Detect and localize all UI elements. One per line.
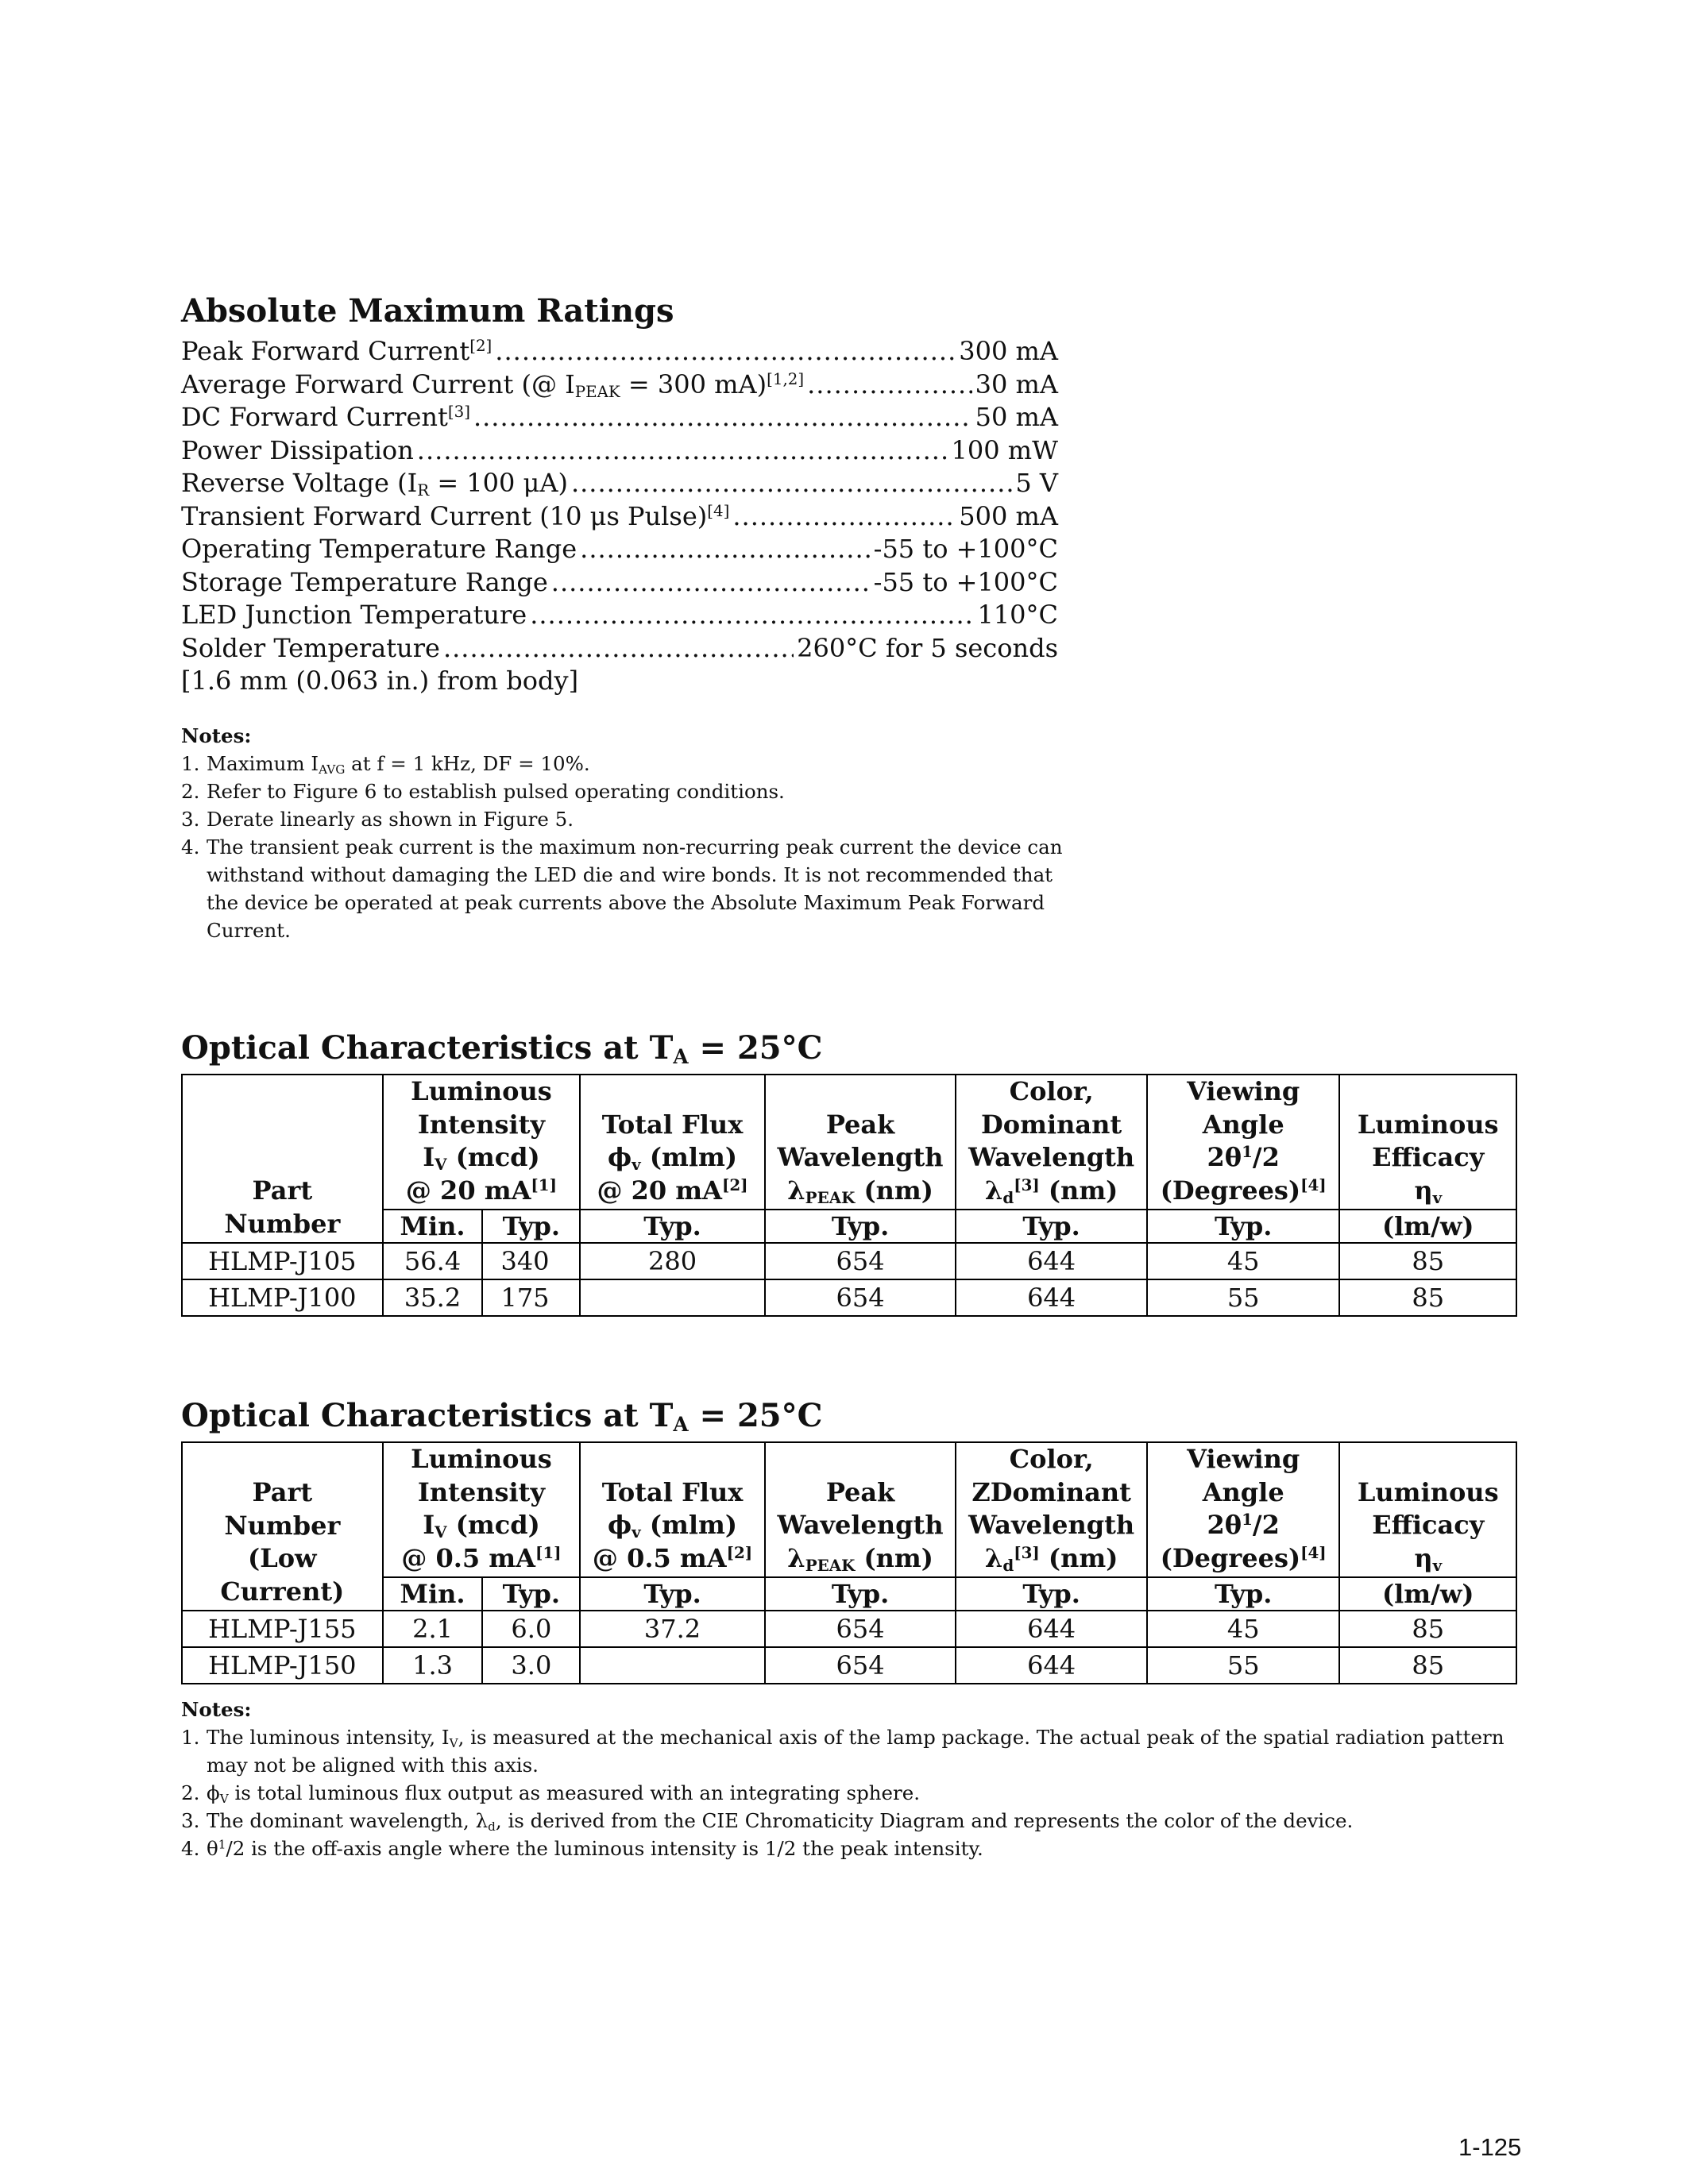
cell-dominant: 644 <box>956 1279 1147 1316</box>
cell-peak: 654 <box>765 1243 956 1279</box>
rating-power-dissipation: Power Dissipation ..... 100 mW <box>181 434 1058 468</box>
cell-min: 56.4 <box>383 1243 483 1279</box>
optical-table-20ma <box>181 1074 1517 1317</box>
header-typ: Typ. <box>956 1577 1147 1611</box>
rating-operating-temperature: Operating Temperature Range ..... -55 to +100°C <box>181 533 1058 566</box>
cell-angle: 55 <box>1147 1647 1340 1684</box>
rating-led-junction-temperature: LED Junction Temperature ..... 110°C <box>181 599 1058 632</box>
note-item: 4. The transient peak current is the maximum non-recurring peak current the device can withstand without damaging the LED die and wire bonds. It is not recommended that the device be operated at peak currents above the Absolute Maximum Peak Forward Current. <box>181 835 1063 942</box>
header-part-number: Part Number <box>182 1075 383 1243</box>
cell-typ: 340 <box>482 1243 580 1279</box>
cell-angle: 45 <box>1147 1243 1340 1279</box>
rating-reverse-voltage: Reverse Voltage ($I_R = 100$ μA) ..... 5 V <box>181 467 1058 500</box>
note-item: 3. The dominant wavelength, $\lambda_d$, is derived from the CIE Chromaticity Diagram and represents the color of the device. <box>181 1809 1354 1834</box>
cell-part: HLMP-J155 <box>182 1611 383 1647</box>
table-row <box>182 1243 1516 1279</box>
header-typ: Typ. <box>1147 1577 1340 1611</box>
rating-transient-forward-current: Transient Forward Current (10 μs Pulse)[4] ..... 500 mA <box>181 500 1058 534</box>
header-min: Min. <box>383 1577 483 1611</box>
header-min: Min. <box>383 1210 483 1243</box>
note-item: 1. Maximum $I_{AVG}$ at f = 1 kHz, DF = 10%. <box>181 751 590 777</box>
header-dominant-wavelength: Color, Dominant Wavelength $\lambda_d[3]$ (nm) <box>956 1075 1147 1210</box>
notes-ratings <box>181 722 1063 944</box>
cell-dominant: 644 <box>956 1647 1147 1684</box>
header-typ: Typ. <box>1147 1210 1340 1243</box>
cell-peak: 654 <box>765 1647 956 1684</box>
cell-efficacy: 85 <box>1339 1611 1516 1647</box>
header-typ: Typ. <box>482 1577 580 1611</box>
cell-flux: 37.2 <box>580 1611 765 1647</box>
header-unit: (lm/w) <box>1339 1210 1516 1243</box>
cell-flux <box>580 1647 765 1684</box>
notes-heading: Notes: <box>181 1698 252 1721</box>
amr-title: Absolute Maximum Ratings <box>181 292 674 330</box>
table-row <box>182 1279 1516 1316</box>
header-typ: Typ. <box>765 1577 956 1611</box>
cell-typ: 6.0 <box>482 1611 580 1647</box>
header-luminous-intensity: Luminous Intensity $I_V$ (mcd) @ 20 mA[1] <box>383 1075 581 1210</box>
optical-characteristics-section-1 <box>181 1029 1517 1317</box>
rating-dc-forward-current: DC Forward Current[3] ..... 50 mA <box>181 401 1058 434</box>
note-item: 2. $\phi_V$ is total luminous flux output as measured with an integrating sphere. <box>181 1781 921 1806</box>
table-row <box>182 1611 1516 1647</box>
cell-angle: 45 <box>1147 1611 1340 1647</box>
cell-dominant: 644 <box>956 1611 1147 1647</box>
note-item: 2. Refer to Figure 6 to establish pulsed operating conditions. <box>181 779 785 803</box>
cell-typ: 175 <box>482 1279 580 1316</box>
note-item: 1. The luminous intensity, $I_V$, is measured at the mechanical axis of the lamp package. The actual peak of the spatial radiation pattern may not be aligned with this axis. <box>181 1726 1505 1777</box>
header-peak-wavelength: Peak Wavelength $\lambda_{PEAK}$ (nm) <box>765 1075 956 1210</box>
optical-table-0-5ma <box>181 1441 1517 1684</box>
note-item: 4. $\theta^1/2$ is the off-axis angle where the luminous intensity is 1/2 the peak intensity. <box>181 1837 983 1860</box>
solder-continuation: [1.6 mm (0.063 in.) from body] <box>181 666 579 696</box>
header-luminous-efficacy: Luminous Efficacy $\eta_v$ <box>1339 1442 1516 1577</box>
cell-efficacy: 85 <box>1339 1647 1516 1684</box>
header-typ: Typ. <box>580 1577 765 1611</box>
cell-angle: 55 <box>1147 1279 1340 1316</box>
header-typ: Typ. <box>580 1210 765 1243</box>
header-viewing-angle: Viewing Angle $2\theta^1/2$ (Degrees)[4] <box>1147 1075 1340 1210</box>
note-item: 3. Derate linearly as shown in Figure 5. <box>181 807 574 831</box>
rating-solder-temperature: Solder Temperature ..... 260°C for 5 seconds <box>181 632 1058 666</box>
cell-min: 35.2 <box>383 1279 483 1316</box>
cell-flux: 280 <box>580 1243 765 1279</box>
notes-optical <box>181 1696 1517 1862</box>
cell-part: HLMP-J100 <box>182 1279 383 1316</box>
table1-title: Optical Characteristics at $T_A = 25^\circ C$ <box>181 1029 823 1069</box>
header-dominant-wavelength: Color, ZDominant Wavelength $\lambda_d[3]$ (nm) <box>956 1442 1147 1577</box>
header-total-flux: Total Flux $\phi_v$ (mlm) @ 0.5 mA[2] <box>580 1442 765 1577</box>
header-typ: Typ. <box>765 1210 956 1243</box>
cell-peak: 654 <box>765 1611 956 1647</box>
cell-part: HLMP-J150 <box>182 1647 383 1684</box>
rating-storage-temperature: Storage Temperature Range ..... -55 to +100°C <box>181 566 1058 600</box>
absolute-maximum-ratings-section <box>181 292 1063 944</box>
notes-heading: Notes: <box>181 723 252 747</box>
rating-peak-forward-current: Peak Forward Current[2] ..... 300 mA <box>181 335 1058 369</box>
table-row <box>182 1647 1516 1684</box>
optical-characteristics-section-2 <box>181 1397 1517 1862</box>
header-typ: Typ. <box>482 1210 580 1243</box>
header-luminous-efficacy: Luminous Efficacy $\eta_v$ <box>1339 1075 1516 1210</box>
cell-efficacy: 85 <box>1339 1279 1516 1316</box>
cell-flux <box>580 1279 765 1316</box>
cell-typ: 3.0 <box>482 1647 580 1684</box>
cell-dominant: 644 <box>956 1243 1147 1279</box>
header-part-number: Part Number (Low Current) <box>182 1442 383 1611</box>
header-luminous-intensity: Luminous Intensity $I_V$ (mcd) @ 0.5 mA[1] <box>383 1442 581 1577</box>
cell-efficacy: 85 <box>1339 1243 1516 1279</box>
rating-average-forward-current: Average Forward Current (@ $I_{PEAK} = 300$ mA)[1,2] ..... 30 mA <box>181 369 1058 402</box>
cell-part: HLMP-J105 <box>182 1243 383 1279</box>
table2-title: Optical Characteristics at $T_A = 25^\circ C$ <box>181 1397 823 1437</box>
cell-min: 1.3 <box>383 1647 483 1684</box>
header-viewing-angle: Viewing Angle $2\theta^1/2$ (Degrees)[4] <box>1147 1442 1340 1577</box>
header-total-flux: Total Flux $\phi_v$ (mlm) @ 20 mA[2] <box>580 1075 765 1210</box>
page-number: 1-125 <box>1458 2133 1522 2161</box>
cell-peak: 654 <box>765 1279 956 1316</box>
cell-min: 2.1 <box>383 1611 483 1647</box>
header-unit: (lm/w) <box>1339 1577 1516 1611</box>
header-peak-wavelength: Peak Wavelength $\lambda_{PEAK}$ (nm) <box>765 1442 956 1577</box>
header-typ: Typ. <box>956 1210 1147 1243</box>
